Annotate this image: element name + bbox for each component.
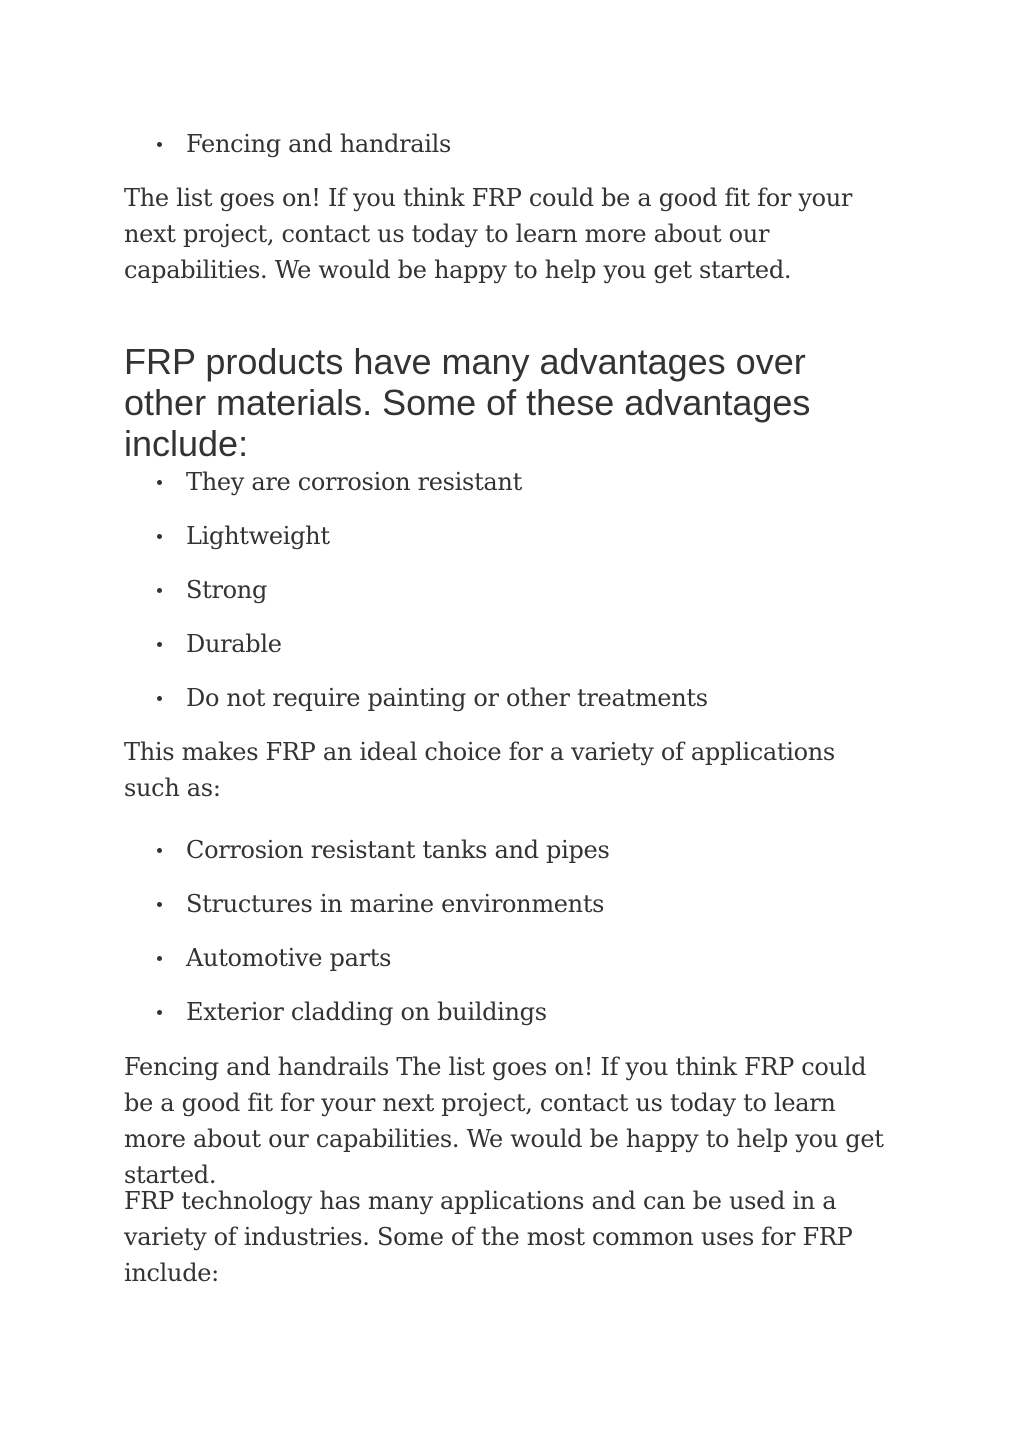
- heading-advantages: FRP products have many advantages over other materials. Some of these advantages include:: [124, 341, 811, 464]
- top-list: [124, 126, 894, 180]
- applications-list: [124, 832, 894, 1048]
- list-item: Fencing and handrails: [124, 126, 894, 162]
- list-item: Automotive parts: [124, 940, 894, 976]
- list-item: Corrosion resistant tanks and pipes: [124, 832, 894, 868]
- paragraph-technology: FRP technology has many applications and can be used in a variety of industries. Some of the most common uses for FRP include:: [124, 1187, 853, 1287]
- paragraph-ideal-choice: This makes FRP an ideal choice for a variety of applications such as:: [124, 738, 835, 802]
- list-item: Exterior cladding on buildings: [124, 994, 894, 1030]
- advantages-list: [124, 464, 894, 734]
- list-item: Durable: [124, 626, 894, 662]
- paragraph-fencing-repeat: Fencing and handrails The list goes on! If you think FRP could be a good fit for your next project, contact us today to learn more about our capabilities. We would be happy to help you get started.: [124, 1053, 884, 1189]
- list-item: Do not require painting or other treatments: [124, 680, 894, 716]
- paragraph-list-goes-on: The list goes on! If you think FRP could be a good fit for your next project, contact us today to learn more about our capabilities. We would be happy to help you get started.: [124, 184, 853, 284]
- list-item: They are corrosion resistant: [124, 464, 894, 500]
- list-item: Structures in marine environments: [124, 886, 894, 922]
- list-item: Lightweight: [124, 518, 894, 554]
- list-item: Strong: [124, 572, 894, 608]
